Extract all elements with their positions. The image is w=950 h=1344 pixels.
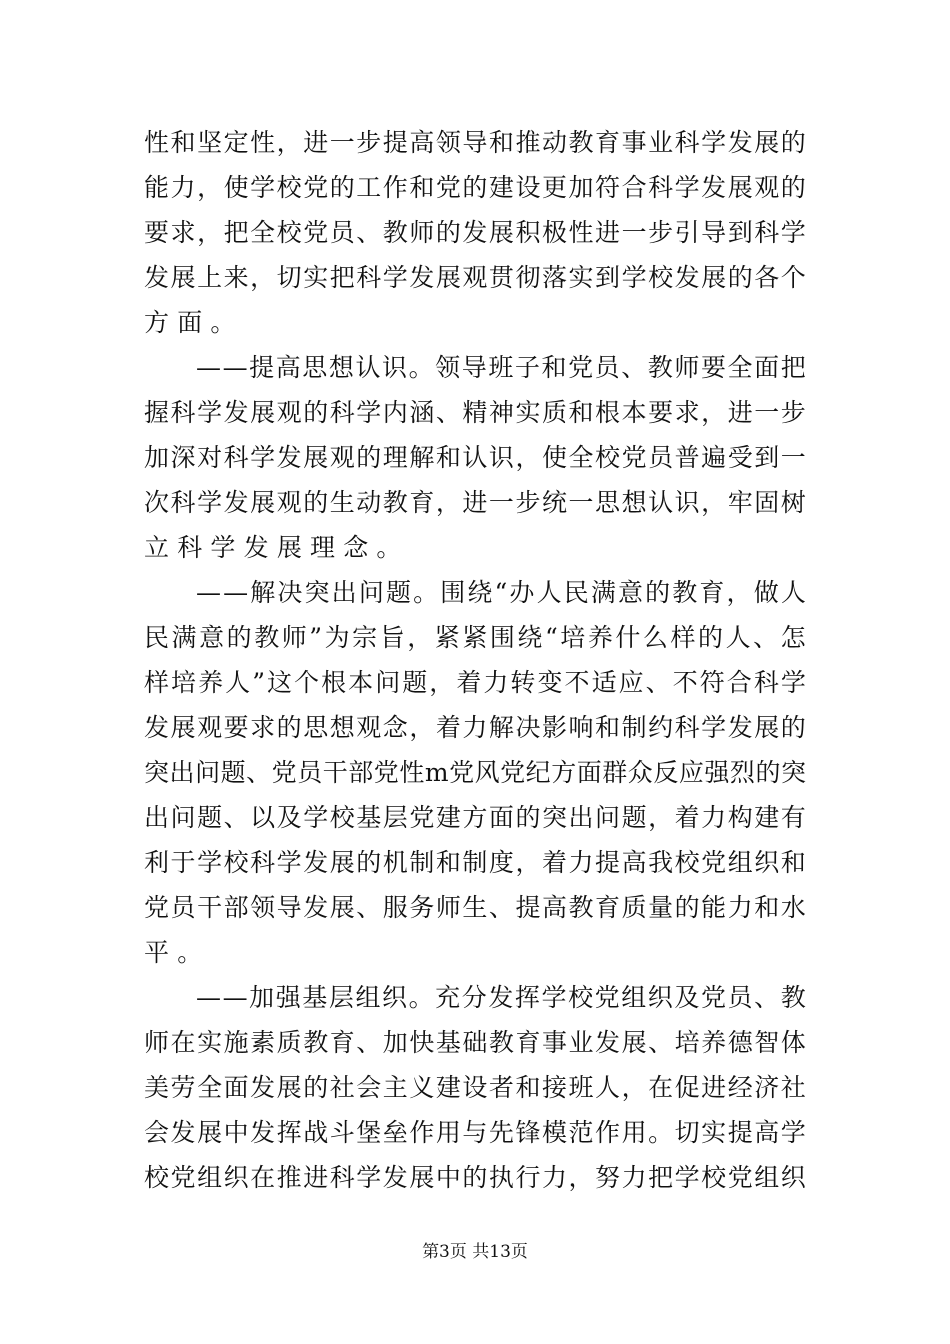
text-line: — — 加 强 基 层 组 织 。 充 分 发 挥 学 校 党 组 织 及 党 员 、 教 xyxy=(196,983,806,1012)
text-line: 利 于 学 校 科 学 发 展 的 机 制 和 制 度 ， 着 力 提 高 我 校 党 组 织 和 xyxy=(144,848,806,877)
text-line: 出 问 题 、 以 及 学 校 基 层 党 建 方 面 的 突 出 问 题 ， 着 力 构 建 有 xyxy=(144,803,806,832)
text-line: 握 科 学 发 展 观 的 科 学 内 涵 、 精 神 实 质 和 根 本 要 求 ， 进 一 步 xyxy=(144,398,806,427)
text-line: 美 劳 全 面 发 展 的 社 会 主 义 建 设 者 和 接 班 人 ， 在 促 进 经 济 社 xyxy=(144,1073,806,1102)
text-line: 会 发 展 中 发 挥 战 斗 堡 垒 作 用 与 先 锋 模 范 作 用 。 切 实 提 高 学 xyxy=(144,1118,806,1147)
text-line: 师 在 实 施 素 质 教 育 、 加 快 基 础 教 育 事 业 发 展 、 培 养 德 智 体 xyxy=(144,1028,806,1057)
text-line: 性 和 坚 定 性 ， 进 一 步 提 高 领 导 和 推 动 教 育 事 业 科 学 发 展 的 xyxy=(144,128,806,157)
text-line: 校 党 组 织 在 推 进 科 学 发 展 中 的 执 行 力 ， 努 力 把 学 校 党 组 织 xyxy=(144,1163,806,1192)
text-line: — — 提 高 思 想 认 识 。 领 导 班 子 和 党 员 、 教 师 要 全 面 把 xyxy=(196,353,806,382)
body-text xyxy=(144,120,806,1200)
text-line: 次 科 学 发 展 观 的 生 动 教 育 ， 进 一 步 统 一 思 想 认 识 ， 牢 固 树 xyxy=(144,488,806,517)
text-line: 立 科 学 发 展 理 念 。 xyxy=(144,533,402,562)
text-line: 要 求 ， 把 全 校 党 员 、 教 师 的 发 展 积 极 性 进 一 步 引 导 到 科 学 xyxy=(144,218,806,247)
text-line: 方 面 。 xyxy=(144,308,236,337)
text-line: 样 培 养 人 ” 这 个 根 本 问 题 ， 着 力 转 变 不 适 应 、 不 符 合 科 学 xyxy=(144,668,806,697)
text-line: 加 深 对 科 学 发 展 观 的 理 解 和 认 识 ， 使 全 校 党 员 普 遍 受 到 一 xyxy=(144,443,806,472)
text-line: 突 出 问 题 、 党 员 干 部 党 性 m 党 风 党 纪 方 面 群 众 反 应 强 烈 的 突 xyxy=(144,758,806,787)
page-footer: 第3页 共13页 xyxy=(422,1242,528,1262)
text-line: 民 满 意 的 教 师 ” 为 宗 旨 ， 紧 紧 围 绕 “ 培 养 什 么 样 的 人 、 怎 xyxy=(144,623,806,652)
text-line: 发 展 上 来 ， 切 实 把 科 学 发 展 观 贯 彻 落 实 到 学 校 发 展 的 各 个 xyxy=(144,263,806,292)
text-line: 平 。 xyxy=(144,938,203,967)
text-line: 党 员 干 部 领 导 发 展 、 服 务 师 生 、 提 高 教 育 质 量 的 能 力 和 水 xyxy=(144,893,806,922)
text-line: 能 力 ， 使 学 校 党 的 工 作 和 党 的 建 设 更 加 符 合 科 学 发 展 观 的 xyxy=(144,173,806,202)
text-line: 发 展 观 要 求 的 思 想 观 念 ， 着 力 解 决 影 响 和 制 约 科 学 发 展 的 xyxy=(144,713,806,742)
text-line: — — 解 决 突 出 问 题 。 围 绕 “ 办 人 民 满 意 的 教 育 ， 做 人 xyxy=(196,578,806,607)
